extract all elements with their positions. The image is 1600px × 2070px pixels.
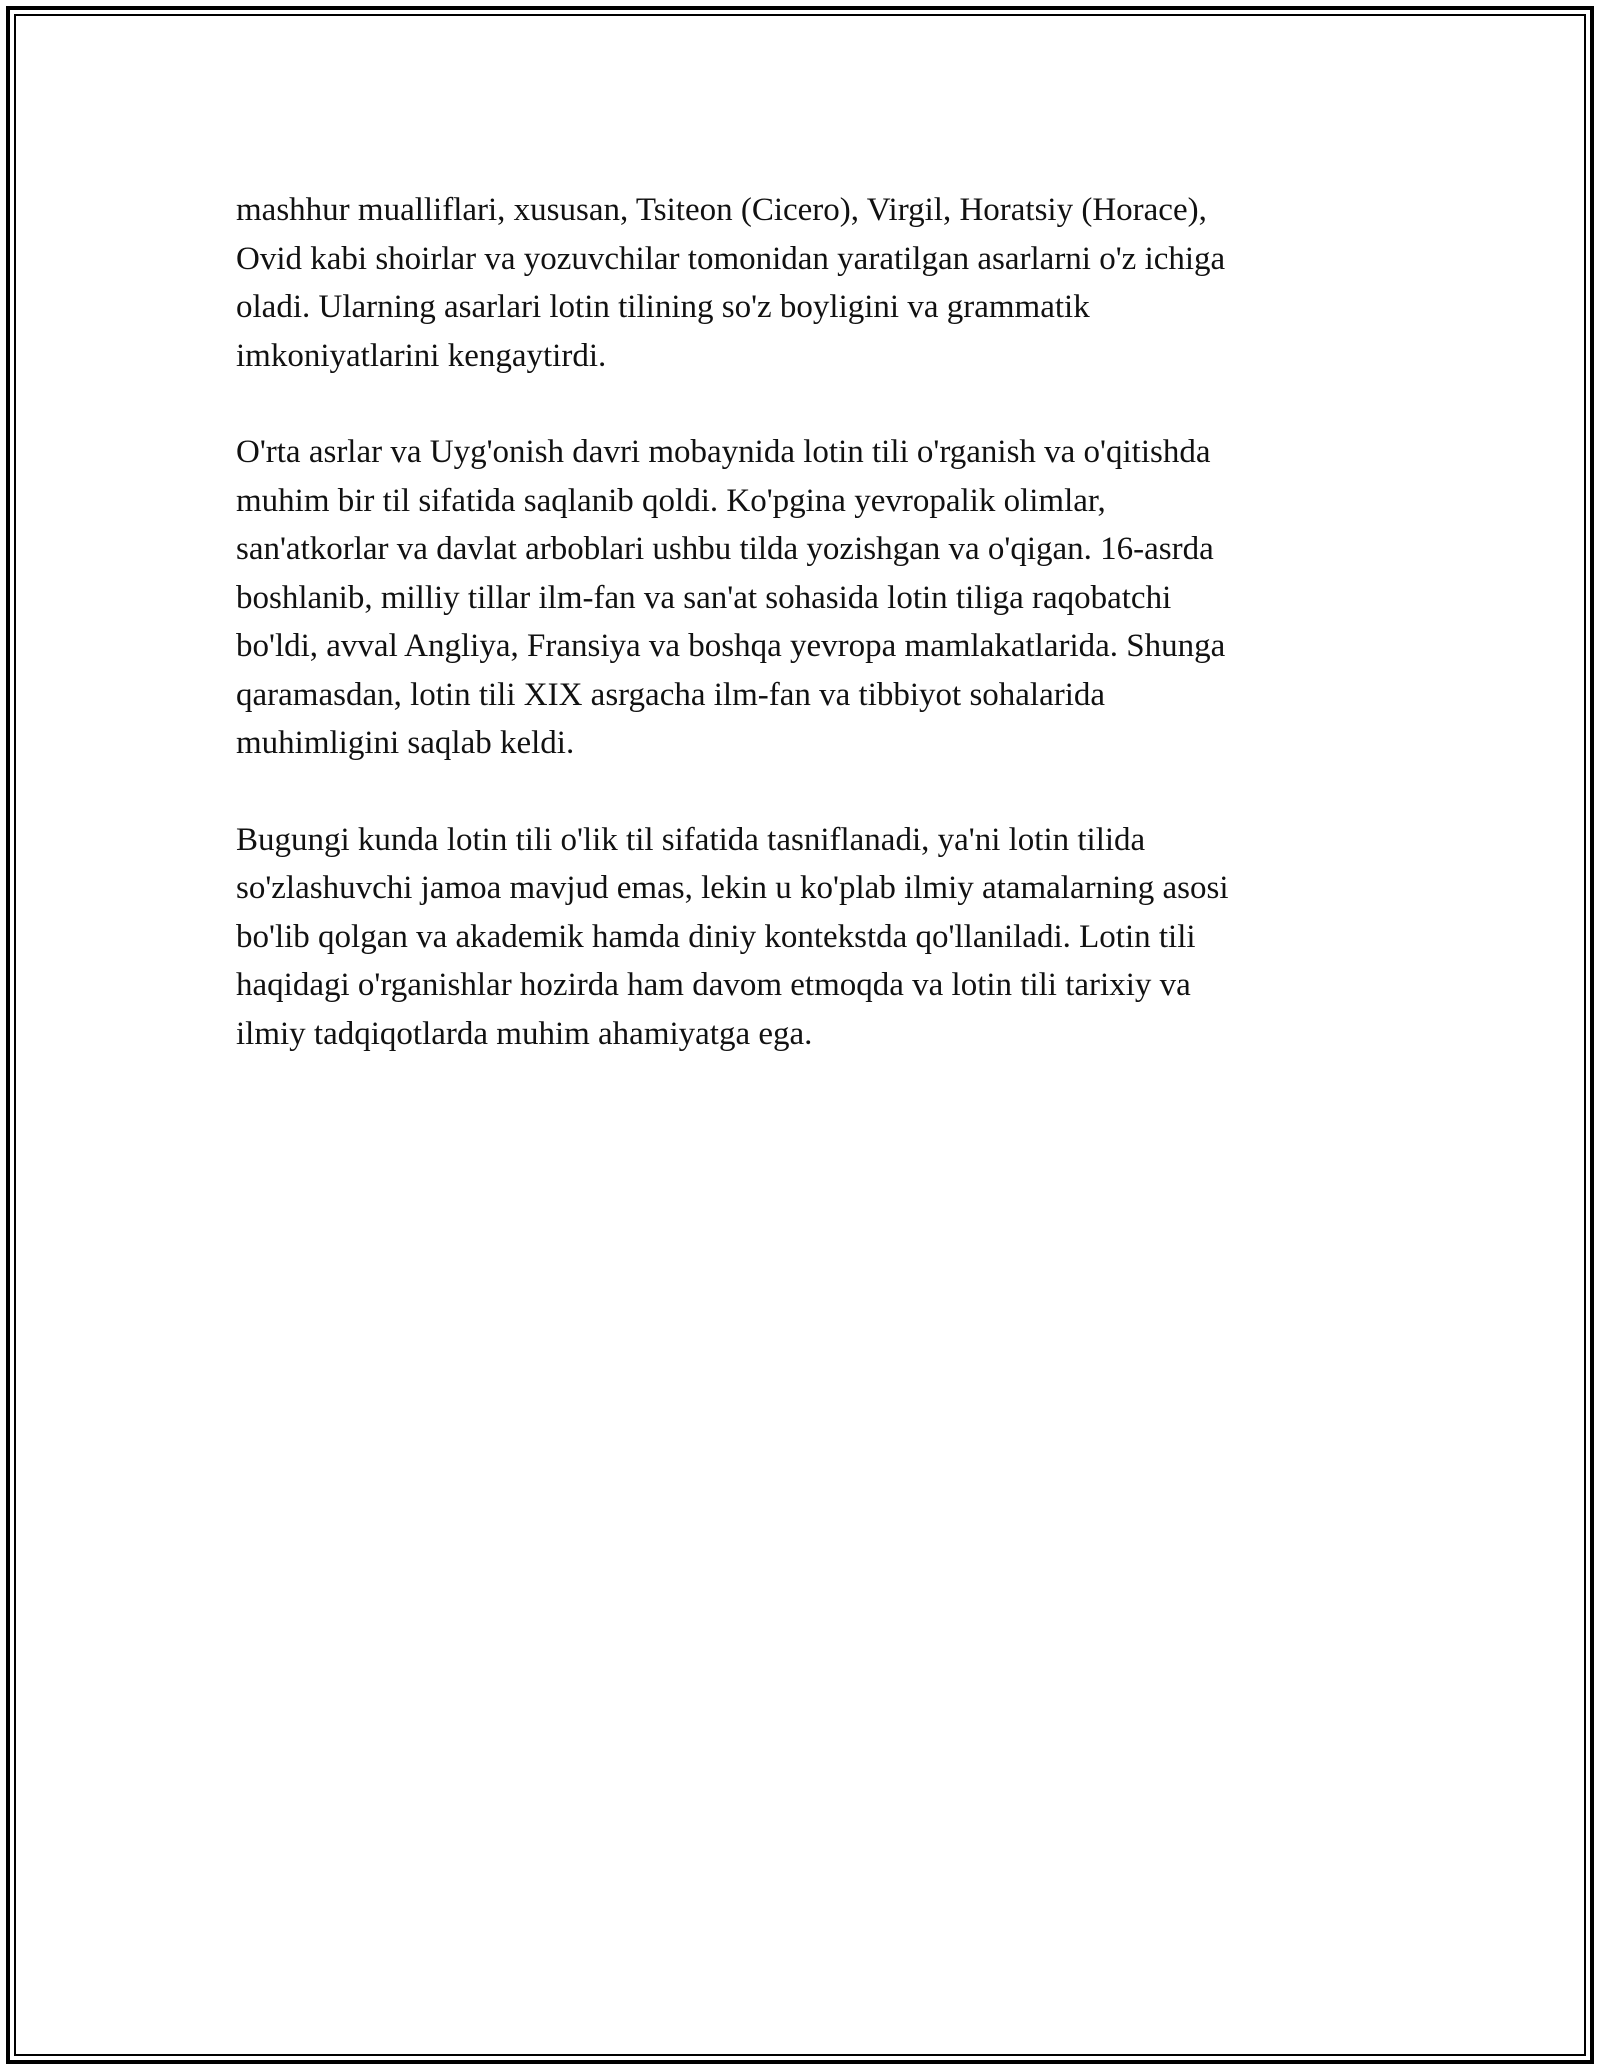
text-line: bo'ldi, avval Angliya, Fransiya va boshqa yevropa mamlakatlarida. Shunga: [236, 628, 1226, 664]
text-line: qaramasdan, lotin tili XIX asrgacha ilm-fan va tibbiyot sohalarida: [236, 676, 1106, 713]
text-line: ilmiy tadqiqotlarda muhim ahamiyatga ega.: [236, 1015, 813, 1052]
text-line: oladi. Ularning asarlari lotin tilining so'z boyligini va grammatik: [236, 289, 1090, 325]
text-line: imkoniyatlarini kengaytirdi.: [236, 337, 607, 374]
paragraph-1: [236, 186, 1356, 380]
text-line: mashhur mualliflari, xususan, Tsiteon (Cicero), Virgil, Horatsiy (Horace),: [236, 192, 1207, 228]
text-line: Ovid kabi shoirlar va yozuvchilar tomonidan yaratilgan asarlarni o'z ichiga: [236, 240, 1226, 277]
text-line: Bugungi kunda lotin tili o'lik til sifatida tasniflanadi, ya'ni lotin tilida: [236, 821, 1146, 858]
document-body: [236, 186, 1356, 1106]
text-line: muhimligini saqlab keldi.: [236, 725, 575, 761]
text-line: muhim bir til sifatida saqlanib qoldi. Ko'pgina yevropalik olimlar,: [236, 482, 1106, 519]
paragraph-2: [236, 428, 1356, 768]
paragraph-3: [236, 816, 1356, 1059]
text-line: bo'lib qolgan va akademik hamda diniy kontekstda qo'llaniladi. Lotin tili: [236, 918, 1196, 955]
text-line: O'rta asrlar va Uyg'onish davri mobaynida lotin tili o'rganish va o'qitishda: [236, 434, 1211, 470]
text-line: boshlanib, milliy tillar ilm-fan va san'at sohasida lotin tiliga raqobatchi: [236, 579, 1172, 616]
text-line: san'atkorlar va davlat arboblari ushbu tilda yozishgan va o'qigan. 16-asrda: [236, 531, 1214, 567]
text-line: so'zlashuvchi jamoa mavjud emas, lekin u ko'plab ilmiy atamalarning asosi: [236, 870, 1229, 906]
text-line: haqidagi o'rganishlar hozirda ham davom etmoqda va lotin tili tarixiy va: [236, 967, 1191, 1003]
